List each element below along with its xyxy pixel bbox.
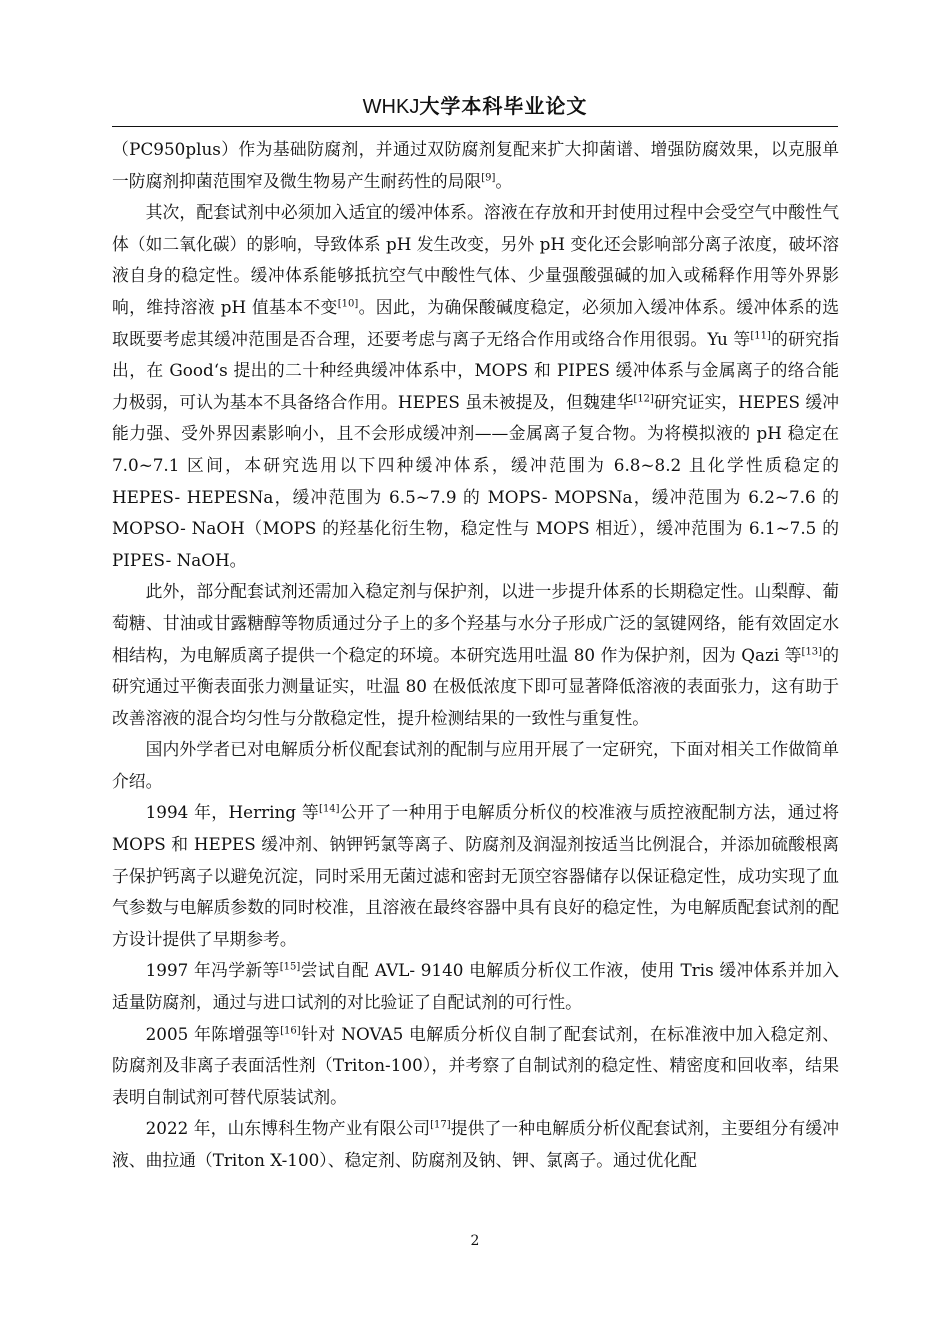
paragraph xyxy=(112,1113,839,1176)
paragraph xyxy=(112,197,839,576)
text-run: 尝试自配 AVL- 9140 电解质分析仪工作液，使用 Tris 缓冲体系并加入适量防腐剂，通过与进口试剂的对比验证了自配试剂的可行性。 xyxy=(112,960,839,1013)
text-run: 1997 年冯学新等 xyxy=(145,960,280,981)
citation-ref: [13] xyxy=(801,645,823,657)
text-run: 1994 年，Herring 等 xyxy=(145,802,320,823)
body-text xyxy=(112,134,839,1177)
paragraph xyxy=(112,955,839,1018)
text-run: 2005 年陈增强等 xyxy=(145,1023,281,1044)
citation-ref: [14] xyxy=(319,803,340,815)
page-number: 2 xyxy=(470,1233,480,1249)
text-run: 其次，配套试剂中必须加入适宜的缓冲体系。溶液在存放和开封使用过程中会受空气中酸性气体（如二氧化碳）的影响，导致体系 pH 发生改变，另外 pH 变化还会影响部分离子浓度，破坏溶液自身的稳定性。缓冲体系能够抵抗空气中酸性气体、少量强酸强碱的加入或稀释作用等外界影响，维持溶液 pH 值基本不变 xyxy=(112,202,839,317)
citation-ref: [9] xyxy=(481,172,496,183)
page-header xyxy=(0,92,950,121)
header-rule xyxy=(112,126,838,127)
header-brand: WHKJ xyxy=(362,96,420,118)
citation-ref: [16] xyxy=(280,1025,301,1037)
text-run: 的研究指出，在 Good‘s 提出的二十种经典缓冲体系中，MOPS 和 PIPES 缓冲体系与金属离子的络合能力极弱，可认为基本不具备络合作用。HEPES 虽未被提及，但魏建华 xyxy=(112,328,839,412)
text-run: 2022 年，山东博科生物产业有限公司 xyxy=(145,1118,431,1139)
citation-ref: [12] xyxy=(633,393,654,405)
paragraph xyxy=(112,134,839,197)
text-run: 的研究通过平衡表面张力测量证实，吐温 80 在极低浓度下即可显著降低溶液的表面张力，这有助于改善溶液的混合均匀性与分散稳定性，提升检测结果的一致性与重复性。 xyxy=(112,644,839,728)
text-run: 公开了一种用于电解质分析仪的校准液与质控液配制方法，通过将 MOPS 和 HEPES 缓冲剂、钠钾钙氯等离子、防腐剂及润湿剂按适当比例混合，并添加硫酸根离子保护钙离子以避免沉淀，同时采用无菌过滤和密封无顶空容器储存以保证稳定性，成功实现了血气参数与电解质参数的同时校准，且溶液在最终容器中具有良好的稳定性，为电解质配套试剂的配方设计提供了早期参考。 xyxy=(112,802,839,949)
text-run: 国内外学者已对电解质分析仪配套试剂的配制与应用开展了一定研究，下面对相关工作做简单介绍。 xyxy=(112,739,839,791)
citation-ref: [10] xyxy=(337,298,359,310)
paragraph xyxy=(112,734,839,797)
citation-ref: [15] xyxy=(279,961,301,973)
paragraph xyxy=(112,576,839,734)
text-run: （PC950plus）作为基础防腐剂，并通过双防腐剂复配来扩大抑菌谱、增强防腐效果，以克服单一防腐剂抑菌范围窄及微生物易产生耐药性的局限 xyxy=(112,139,839,191)
text-run: 此外，部分配套试剂还需加入稳定剂与保护剂，以进一步提升体系的长期稳定性。山梨醇、葡萄糖、甘油或甘露糖醇等物质通过分子上的多个羟基与水分子形成广泛的氢键网络，能有效固定水相结构，为电解质离子提供一个稳定的环境。本研究选用吐温 80 作为保护剂，因为 Qazi 等 xyxy=(112,581,839,665)
text-run: 。 xyxy=(495,170,513,191)
text-run: 。因此，为确保酸碱度稳定，必须加入缓冲体系。缓冲体系的选取既要考虑其缓冲范围是否合理，还要考虑与离子无络合作用或络合作用很弱。Yu 等 xyxy=(112,296,839,349)
text-run: 针对 NOVA5 电解质分析仪自制了配套试剂，在标准液中加入稳定剂、防腐剂及非离子表面活性剂（Triton-100），并考察了自制试剂的稳定性、精密度和回收率，结果表明自制试剂可替代原装试剂。 xyxy=(112,1023,839,1107)
paragraph xyxy=(112,1019,839,1114)
paragraph xyxy=(112,797,839,955)
citation-ref: [11] xyxy=(750,329,771,341)
citation-ref: [17] xyxy=(430,1119,451,1131)
header-title: 大学本科毕业论文 xyxy=(419,94,588,118)
text-run: 研究证实，HEPES 缓冲能力强、受外界因素影响小，且不会形成缓冲剂——金属离子复合物。为将模拟液的 pH 稳定在 7.0~7.1 区间，本研究选用以下四种缓冲体系，缓冲范围为 6.8~8.2 且化学性质稳定的 HEPES- HEPESNa，缓冲范围为 6.5~7.9 的 MOPS- MOPSNa，缓冲范围为 6.2~7.6 的 MOPSO- NaOH（MOPS 的羟基化衍生物，稳定性与 MOPS 相近），缓冲范围为 6.1~7.5 的 PIPES- NaOH。 xyxy=(112,391,839,570)
text-run: 提供了一种电解质分析仪配套试剂，主要组分有缓冲液、曲拉通（Triton X-100）、稳定剂、防腐剂及钠、钾、氯离子。通过优化配 xyxy=(112,1118,839,1170)
